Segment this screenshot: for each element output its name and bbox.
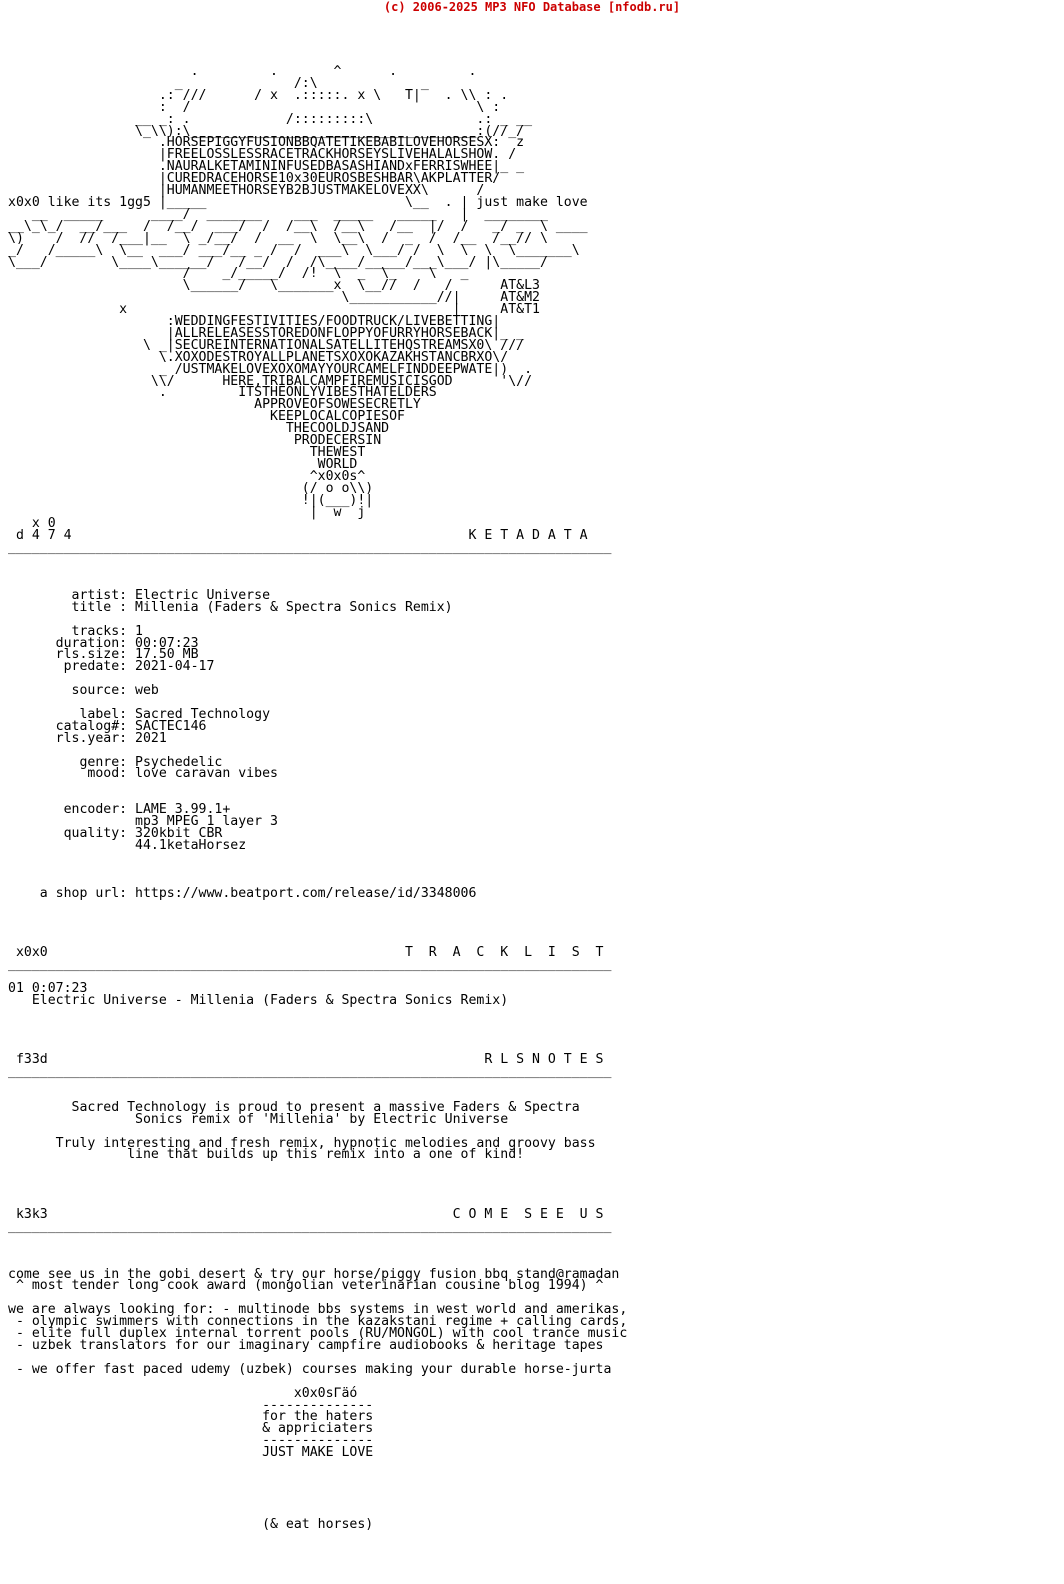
nfodb-link[interactable]: nfodb.ru bbox=[615, 0, 673, 14]
nfo-text: . . ^ . . _ /:\ _ .: /// / x .:::::. x \ T| . \\ : . : / \ : __ _: . /:::::::::\ .: _ __ \_\\):\____________________________________:(//_/ .HORSEPIGGYFUSIONBBQATETIKEBABILOVEHORSESX: z |FREELOSSLESSRACETRACKHORSEYSLIVEHALALSHOW. / .NAURALKETAMININFUSEDBASASHIANDxFERRISWHEE|_ _ |CUREDRACEHORSE10x30EUROSBESHBAR\AKPLATTER/ |HUMANMEETHORSEYB2BJUSTMAKELOVEXX\ / x0x0 like its 1gg5 |_____ \__ . | just make love __ _____ ____/ _______ ___ _____ _____ | ________ __\_\_/ __/___ / /__/ ___/ / /__\ /__\ /__ |/ / _/ _ \ ____ \) / // /___|__ \ _/__/ / __ \ \__\ / _ / /__ /__// \ _/ /_____\ \__ ___/ ___/__ _ / / ___\ \___/ / \ \ \ \_______\ \___/ \____\______/ /__/ / /\____/_____/___\___/ |\_____/ / _/_____/ /! \ _ \_ \ _ \______/ \_______x \__// / / AT&L3 \___________//| AT&M2 x | AT&T1 :WEDDINGFESTIVITIES/FOODTRUCK/LIVEBETTING| |ALLRELEASESSTOREDONFLOPPYOFURRYHORSEBACK|_ _ \ _|SECUREINTERNATIONALSATELLITEHQSTREAMSX0\ /// \.XOXODESTROYALLPLANETSXOXOKAZAKHSTANCBRXO\/ _ /USTMAKELOVEXOXOMAYYOURCAMELFINDDEEPWATE|) . \\/ HERE,TRIBALCAMPFIREMUSICISGOD '\// . ITSTHEONLYVIBESTHATELDERS APPROVEOFSOWESECRETLY KEEPLOCALCOPIESOF THECOOLDJSAND PRODECERSIN THEWEST WORLD ^x0x0s^ (/ o o\\) !|(___)!| | w j x 0 d 4 7 4 K E T A D A T A ____________________________________________________________________________ artist: Electric Universe title : Millenia (Faders & Spectra Sonics Remix) tracks: 1 duration: 00:07:23 rls.size: 17.50 MB predate: 2021-04-17 source: web label: Sacred Technology catalog#: SACTEC146 rls.year: 2021 genre: Psychedelic mood: love caravan vibes encoder: LAME 3.99.1+ mp3 MPEG 1 layer 3 quality: 320kbit CBR 44.1ketaHorsez a shop url: https://www.beatport.com/release/id/3348006 x0x0 T R A C K L I S T ____________________________________________________________________________ 01 0:07:23 Electric Universe - Millenia (Faders & Spectra Sonics Remix) f33d R L S N O T E S ____________________________________________________________________________ Sacred Technology is proud to present a massive Faders & Spectra Sonics remix of 'Millenia' by Electric Universe Truly interesting and fresh remix, hypnotic melodies and groovy bass line that builds up this remix into a one of kind! k3k3 C O M E S E E U S ____________________________________________________________________________ come see us in the gobi desert & try our horse/piggy fusion bbq stand@ramadan ^ most tender long cook award (mongolian veterinarian cousine blog 1994) ^ we are always looking for: - multinode bbs systems in west world and amerikas, - olympic swimmers with connections in the kazakstani regime + calling cards, - elite full duplex internal torrent pools (RU/MONGOL) with cool trance music - uzbek translators for our imaginary campfire audiobooks & heritage tapes - we offer fast paced udemy (uzbek) courses making your durable horse-jurta x0x0sΓäó -------------- for the haters & appriciaters -------------- JUST MAKE LOVE (& eat horses) bbox=[8, 64, 628, 1532]
copyright-header bbox=[0, 0, 1064, 14]
copyright-prefix: (c) 2006-2025 MP3 NFO Database [ bbox=[383, 0, 616, 14]
copyright-suffix: ] bbox=[672, 0, 681, 14]
